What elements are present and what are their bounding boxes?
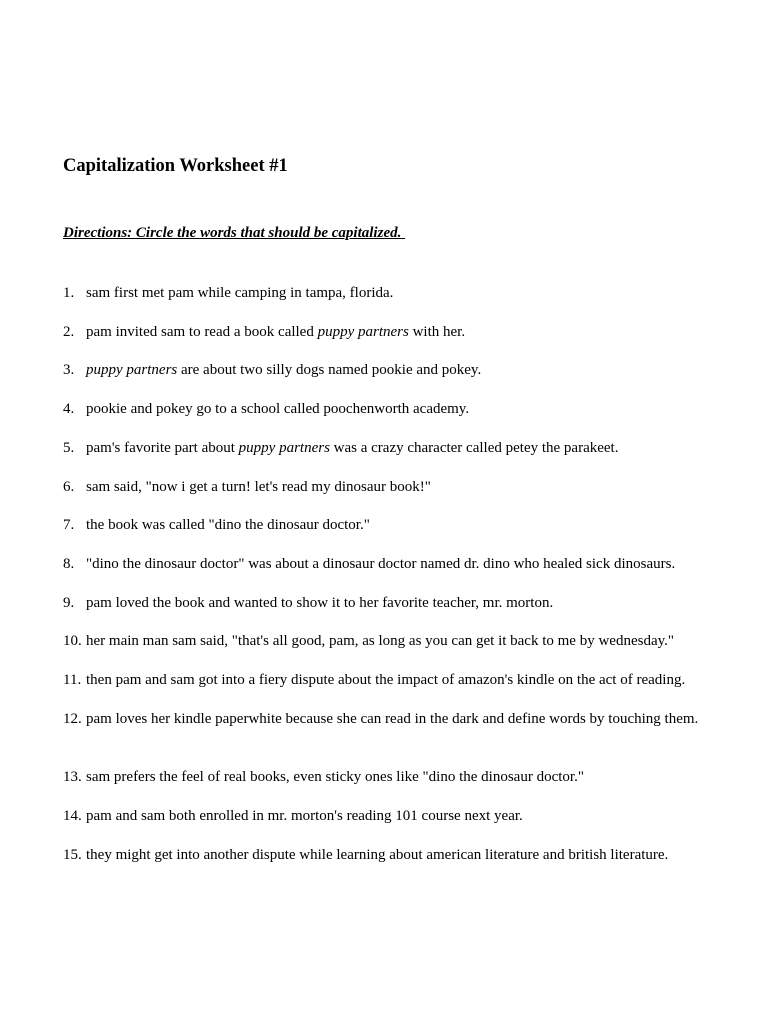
- sentence-segment: are about two silly dogs named pookie and pokey.: [177, 362, 482, 378]
- sentence-segment: pam loves her kindle paperwhite because she can read in the dark and define words by touching them.: [86, 711, 699, 727]
- sentence-segment: sam first met pam while camping in tampa, florida.: [86, 285, 394, 301]
- item-sentence: [86, 554, 703, 574]
- item-sentence: [86, 477, 703, 497]
- item-number: 4.: [63, 401, 75, 417]
- list-item: [63, 709, 703, 729]
- list-item: [63, 399, 703, 419]
- list-item: [63, 554, 703, 574]
- sentence-segment: pam invited sam to read a book called: [86, 324, 318, 340]
- item-sentence: [86, 767, 703, 787]
- item-number: 9.: [63, 595, 75, 611]
- list-item: [63, 767, 703, 787]
- page-title: Capitalization Worksheet #1: [63, 156, 288, 176]
- item-number: 13.: [63, 769, 82, 785]
- list-item: [63, 515, 703, 535]
- item-sentence: [86, 845, 703, 865]
- sentence-segment: "dino the dinosaur doctor" was about a dinosaur doctor named dr. dino who healed sick dinosaurs.: [86, 556, 676, 572]
- item-number: 12.: [63, 711, 82, 727]
- item-number: 7.: [63, 517, 75, 533]
- sentence-segment: the book was called "dino the dinosaur doctor.": [86, 517, 370, 533]
- item-number: 2.: [63, 324, 75, 340]
- item-sentence: [86, 709, 703, 729]
- sentence-segment: then pam and sam got into a fiery dispute about the impact of amazon's kindle on the act of reading.: [86, 672, 686, 688]
- sentence-segment: sam prefers the feel of real books, even sticky ones like "dino the dinosaur doctor.": [86, 769, 584, 785]
- item-number: 3.: [63, 362, 75, 378]
- sentence-segment: pookie and pokey go to a school called poochenworth academy.: [86, 401, 470, 417]
- item-number: 5.: [63, 440, 75, 456]
- list-item: [63, 806, 703, 826]
- directions-text: Directions: Circle the words that should be capitalized.: [63, 225, 406, 241]
- item-sentence: [86, 283, 703, 303]
- item-sentence: [86, 322, 703, 342]
- sentence-segment: they might get into another dispute while learning about american literature and british literature.: [86, 847, 669, 863]
- item-sentence: [86, 360, 703, 380]
- list-item: [63, 593, 703, 613]
- item-sentence: [86, 399, 703, 419]
- list-item: [63, 477, 703, 497]
- item-number: 8.: [63, 556, 75, 572]
- sentence-segment: pam and sam both enrolled in mr. morton's reading 101 course next year.: [86, 808, 523, 824]
- list-item: [63, 631, 703, 651]
- book-title-italic: puppy partners: [238, 440, 330, 456]
- list-item: [63, 670, 703, 690]
- list-item: [63, 438, 703, 458]
- book-title-italic: puppy partners: [317, 324, 409, 340]
- item-sentence: [86, 515, 703, 535]
- item-number: 11.: [63, 672, 82, 688]
- item-sentence: [86, 438, 703, 458]
- sentence-segment: sam said, "now i get a turn! let's read my dinosaur book!": [86, 479, 431, 495]
- list-item: [63, 283, 703, 303]
- item-number: 6.: [63, 479, 75, 495]
- item-sentence: [86, 631, 703, 651]
- list-item: [63, 845, 703, 865]
- list-item: [63, 322, 703, 342]
- list-item: [63, 360, 703, 380]
- item-sentence: [86, 593, 703, 613]
- item-number: 1.: [63, 285, 75, 301]
- sentence-segment: pam loved the book and wanted to show it to her favorite teacher, mr. morton.: [86, 595, 554, 611]
- item-sentence: [86, 670, 703, 690]
- item-number: 14.: [63, 808, 82, 824]
- sentence-segment: with her.: [408, 324, 466, 340]
- sentence-segment: pam's favorite part about: [86, 440, 239, 456]
- item-number: 10.: [63, 633, 82, 649]
- item-number: 15.: [63, 847, 82, 863]
- book-title-italic: puppy partners: [86, 362, 178, 378]
- sentence-segment: was a crazy character called petey the parakeet.: [329, 440, 619, 456]
- sentence-segment: her main man sam said, "that's all good, pam, as long as you can get it back to me by wednesday.": [86, 633, 675, 649]
- item-sentence: [86, 806, 703, 826]
